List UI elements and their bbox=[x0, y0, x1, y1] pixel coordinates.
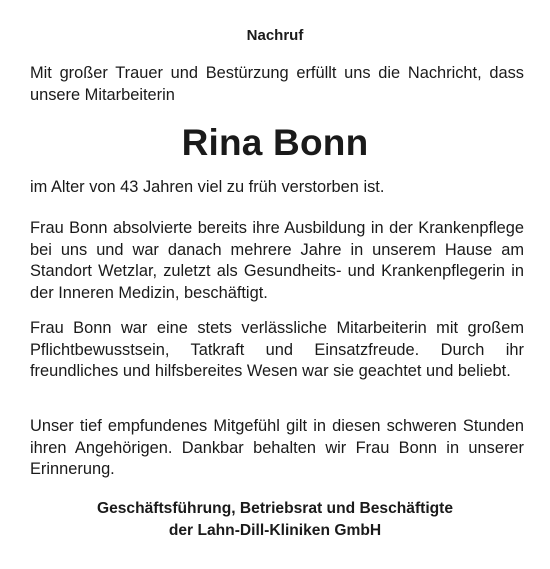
age-line: im Alter von 43 Jahren viel zu früh verstorben ist. bbox=[30, 178, 385, 196]
signature-line-1: Geschäftsführung, Betriebsrat und Beschäftigte bbox=[96, 500, 454, 517]
notice-heading: Nachruf bbox=[246, 27, 304, 44]
deceased-name: Rina Bonn bbox=[181, 122, 369, 163]
signature-line-2: der Lahn-Dill-Kliniken GmbH bbox=[168, 522, 382, 539]
intro-paragraph: Mit großer Trauer und Bestürzung erfüllt uns die Nachricht, dass unsere Mitarbeiterin bbox=[30, 64, 524, 104]
sympathy-paragraph: Unser tief empfundenes Mitgefühl gilt in diesen schweren Stunden ihren Angehörigen. Dankbar behalten wir Frau Bonn in unserer Erinnerung. bbox=[30, 417, 524, 479]
character-paragraph: Frau Bonn war eine stets verlässliche Mitarbeiterin mit großem Pflichtbewusstsein, Tatkraft und Einsatzfreude. Durch ihr freundliches und hilfsbereites Wesen war sie geachtet und beliebt. bbox=[30, 319, 524, 381]
career-paragraph: Frau Bonn absolvierte bereits ihre Ausbildung in der Krankenpflege bei uns und war danach mehrere Jahre in unserem Hause am Standort Wetzlar, zuletzt als Gesundheits- und Krankenpflegerin in der Inneren Medizin, beschäftigt. bbox=[30, 219, 524, 302]
